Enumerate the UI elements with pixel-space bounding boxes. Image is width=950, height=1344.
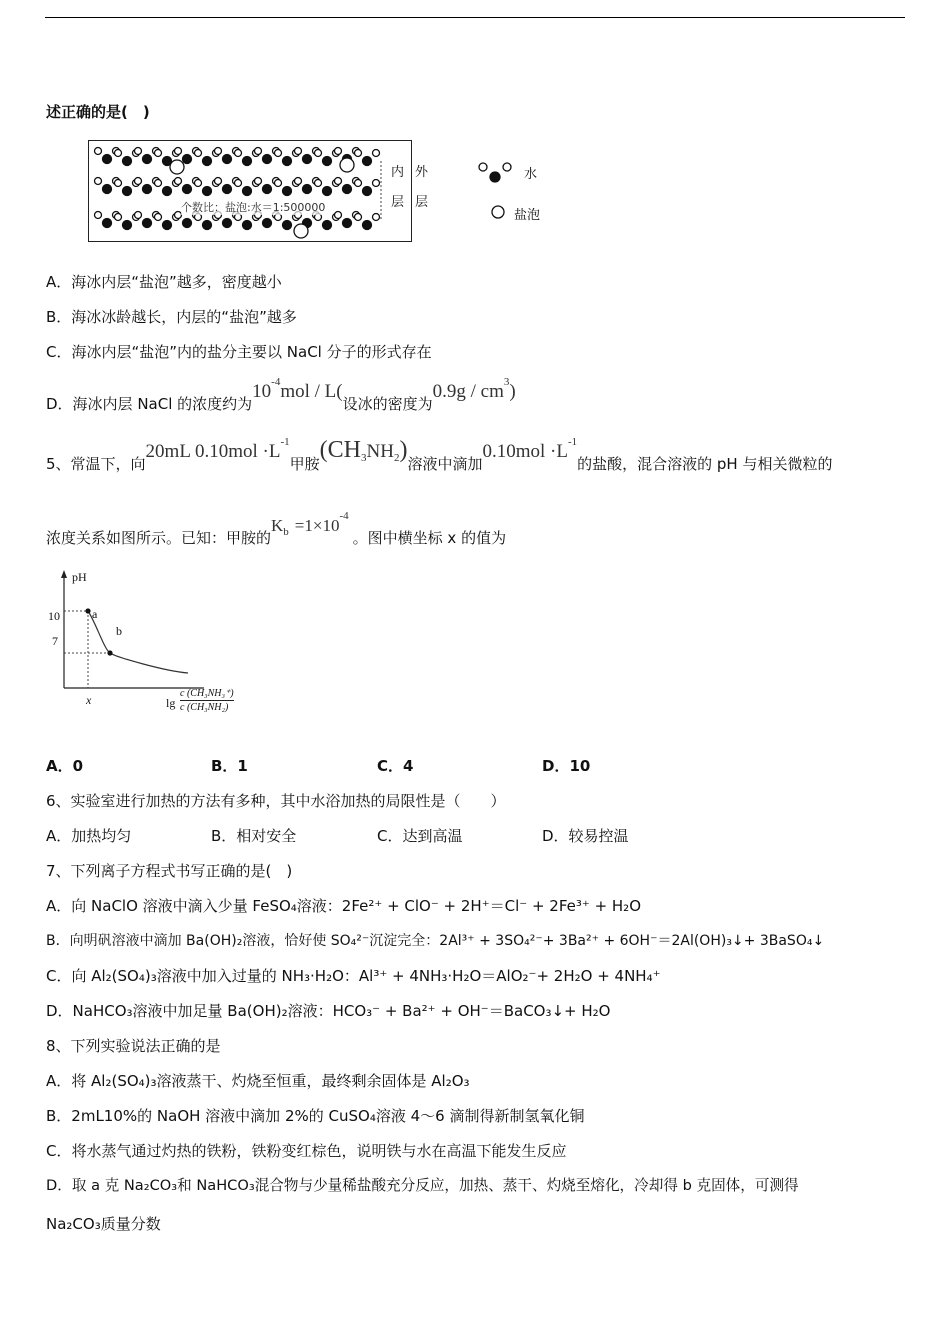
q7-stem: 7、下列离子方程式书写正确的是( ) bbox=[46, 862, 293, 880]
q5-formula-mid: NH bbox=[366, 441, 394, 462]
q8-option-d-line1: D．取 a 克 Na₂CO₃和 NaHCO₃混合物与少量稀盐酸充分反应，加热、蒸干、灼烧至熔化，冷却得 b 克固体，可测得 bbox=[46, 1177, 799, 1194]
q4-stem-tail: 述正确的是( ) bbox=[46, 103, 150, 121]
q5-formula-close: ) bbox=[399, 437, 408, 463]
outer-label-top: 外 bbox=[415, 165, 429, 180]
q7-option-d: D．NaHCO₃溶液中加足量 Ba(OH)₂溶液：HCO₃⁻ + Ba²⁺ + OH⁻＝BaCO₃↓+ H₂O bbox=[46, 1002, 611, 1020]
inner-label-top: 内 bbox=[391, 165, 405, 180]
ph-curve bbox=[88, 611, 188, 673]
x-axis-label-lg: lg bbox=[166, 696, 176, 710]
q4-d-conc: 10 bbox=[252, 381, 272, 402]
q5-vol: 20mL 0.10mol ·L bbox=[145, 441, 281, 462]
header-rule bbox=[45, 17, 905, 18]
q5-line1-b: 甲胺 bbox=[289, 455, 320, 473]
q8-stem: 8、下列实验说法正确的是 bbox=[46, 1037, 221, 1055]
q7-option-a: A．向 NaClO 溶液中滴入少量 FeSO₄溶液：2Fe²⁺ + ClO⁻ + 2H⁺＝Cl⁻ + 2Fe³⁺ + H₂O bbox=[46, 897, 642, 915]
q4-d-mid: 设冰的密度为 bbox=[342, 395, 433, 413]
sea-ice-molecules bbox=[89, 141, 411, 241]
brine-bubble bbox=[294, 224, 308, 238]
y-axis-arrow bbox=[61, 570, 67, 578]
q5-line1-d: 的盐酸，混合溶液的 pH 与相关微粒的 bbox=[577, 455, 833, 473]
q5-line2-a: 浓度关系如图所示。已知：甲胺的 bbox=[46, 529, 272, 547]
ph-chart bbox=[44, 568, 274, 724]
ph-chart-svg bbox=[44, 568, 274, 724]
q5-option-b: B．1 bbox=[211, 757, 248, 775]
q8-option-a: A．将 Al₂(SO₄)₃溶液蒸干、灼烧至恒重，最终剩余固体是 Al₂O₃ bbox=[46, 1072, 470, 1090]
legend-brine: 盐泡 bbox=[514, 208, 541, 223]
q8-option-b: B．2mL10%的 NaOH 溶液中滴加 2%的 CuSO₄溶液 4～6 滴制得新制氢氧化铜 bbox=[46, 1107, 585, 1125]
q4-option-c: C．海冰内层“盐泡”内的盐分主要以 NaCl 分子的形式存在 bbox=[46, 343, 432, 361]
q7-option-b: B．向明矾溶液中滴加 Ba(OH)₂溶液，恰好使 SO₄²⁻沉淀完全：2Al³⁺ + 3SO₄²⁻+ 3Ba²⁺ + 6OH⁻＝2Al(OH)₃↓+ 3BaSO₄↓ bbox=[46, 933, 825, 949]
q5-acid: 0.10mol ·L bbox=[482, 441, 568, 462]
q5-line2-b: 。图中横坐标 x 的值为 bbox=[352, 529, 507, 547]
water-molecule bbox=[355, 150, 380, 166]
q5-line1-a: 5、常温下，向 bbox=[46, 455, 146, 473]
point-a bbox=[85, 608, 90, 613]
y-axis-label: pH bbox=[72, 570, 87, 584]
q4-option-d bbox=[46, 376, 516, 413]
q4-d-density: 0.9g / cm bbox=[432, 381, 504, 402]
x-axis-label-den: c (CH₃NH₂) bbox=[180, 702, 229, 713]
point-a-label: a bbox=[92, 607, 98, 621]
q6-option-c: C．达到高温 bbox=[377, 827, 463, 845]
legend-water: 水 bbox=[524, 167, 538, 182]
q5-kb-exp: -4 bbox=[339, 510, 349, 522]
q5-formula: (CH bbox=[319, 437, 361, 463]
point-b bbox=[107, 650, 112, 655]
water-molecule bbox=[355, 214, 380, 230]
q4-d-density-exp: 3 bbox=[503, 376, 510, 388]
q5-formula-sub1: 3 bbox=[361, 452, 367, 464]
water-molecule bbox=[355, 180, 380, 196]
q5-option-c: C．4 bbox=[377, 757, 414, 775]
q4-d-conc-unit: mol / L( bbox=[280, 381, 343, 402]
brine-bubble bbox=[340, 158, 354, 172]
q7-option-c: C．向 Al₂(SO₄)₃溶液中加入过量的 NH₃·H₂O：Al³⁺ + 4NH₃·H₂O＝AlO₂⁻+ 2H₂O + 4NH₄⁺ bbox=[46, 967, 661, 985]
q5-line1-c: 溶液中滴加 bbox=[407, 455, 483, 473]
brine-bubble bbox=[170, 160, 184, 174]
outer-label-bottom: 层 bbox=[415, 195, 429, 210]
sea-ice-figure bbox=[88, 140, 429, 242]
q8-option-d-line2: Na₂CO₃质量分数 bbox=[46, 1215, 161, 1233]
ratio-label: 个数比：盐泡:水＝1:500000 bbox=[181, 201, 326, 214]
q6-option-b: B．相对安全 bbox=[211, 827, 297, 845]
q5-kb: K bbox=[271, 516, 284, 535]
y-tick-7: 7 bbox=[52, 634, 58, 648]
q5-kb-val: =1×10 bbox=[294, 516, 340, 535]
q4-option-a: A．海冰内层“盐泡”越多，密度越小 bbox=[46, 273, 282, 291]
q4-d-conc-exp: -4 bbox=[271, 376, 281, 388]
q5-kb-sub: b bbox=[283, 526, 289, 538]
q5-option-a: A．0 bbox=[46, 757, 84, 775]
q4-option-d-text: D．海冰内层 NaCl 的浓度约为 bbox=[46, 395, 253, 413]
q5-acid-exp: -1 bbox=[567, 436, 578, 448]
q4-option-b: B．海冰冰龄越长，内层的“盐泡”越多 bbox=[46, 308, 297, 326]
x-axis-label-num: c (CH₃NH₃⁺) bbox=[180, 688, 234, 699]
q6-stem: 6、实验室进行加热的方法有多种，其中水浴加热的局限性是（ ） bbox=[46, 792, 506, 810]
y-tick-10: 10 bbox=[48, 609, 60, 623]
q5-formula-sub2: 2 bbox=[393, 452, 400, 464]
q4-d-close: ) bbox=[509, 381, 516, 402]
q8-option-c: C．将水蒸气通过灼热的铁粉，铁粉变红棕色，说明铁与水在高温下能发生反应 bbox=[46, 1142, 567, 1160]
point-b-label: b bbox=[116, 624, 122, 638]
q5-option-d: D．10 bbox=[542, 757, 591, 775]
q5-line1 bbox=[46, 436, 833, 473]
q5-line2 bbox=[46, 510, 507, 547]
x-tick-x: x bbox=[86, 693, 92, 707]
q6-option-d: D．较易控温 bbox=[542, 827, 629, 845]
inner-label-bottom: 层 bbox=[391, 195, 405, 210]
q6-option-a: A．加热均匀 bbox=[46, 827, 132, 845]
q5-vol-exp: -1 bbox=[280, 436, 290, 448]
